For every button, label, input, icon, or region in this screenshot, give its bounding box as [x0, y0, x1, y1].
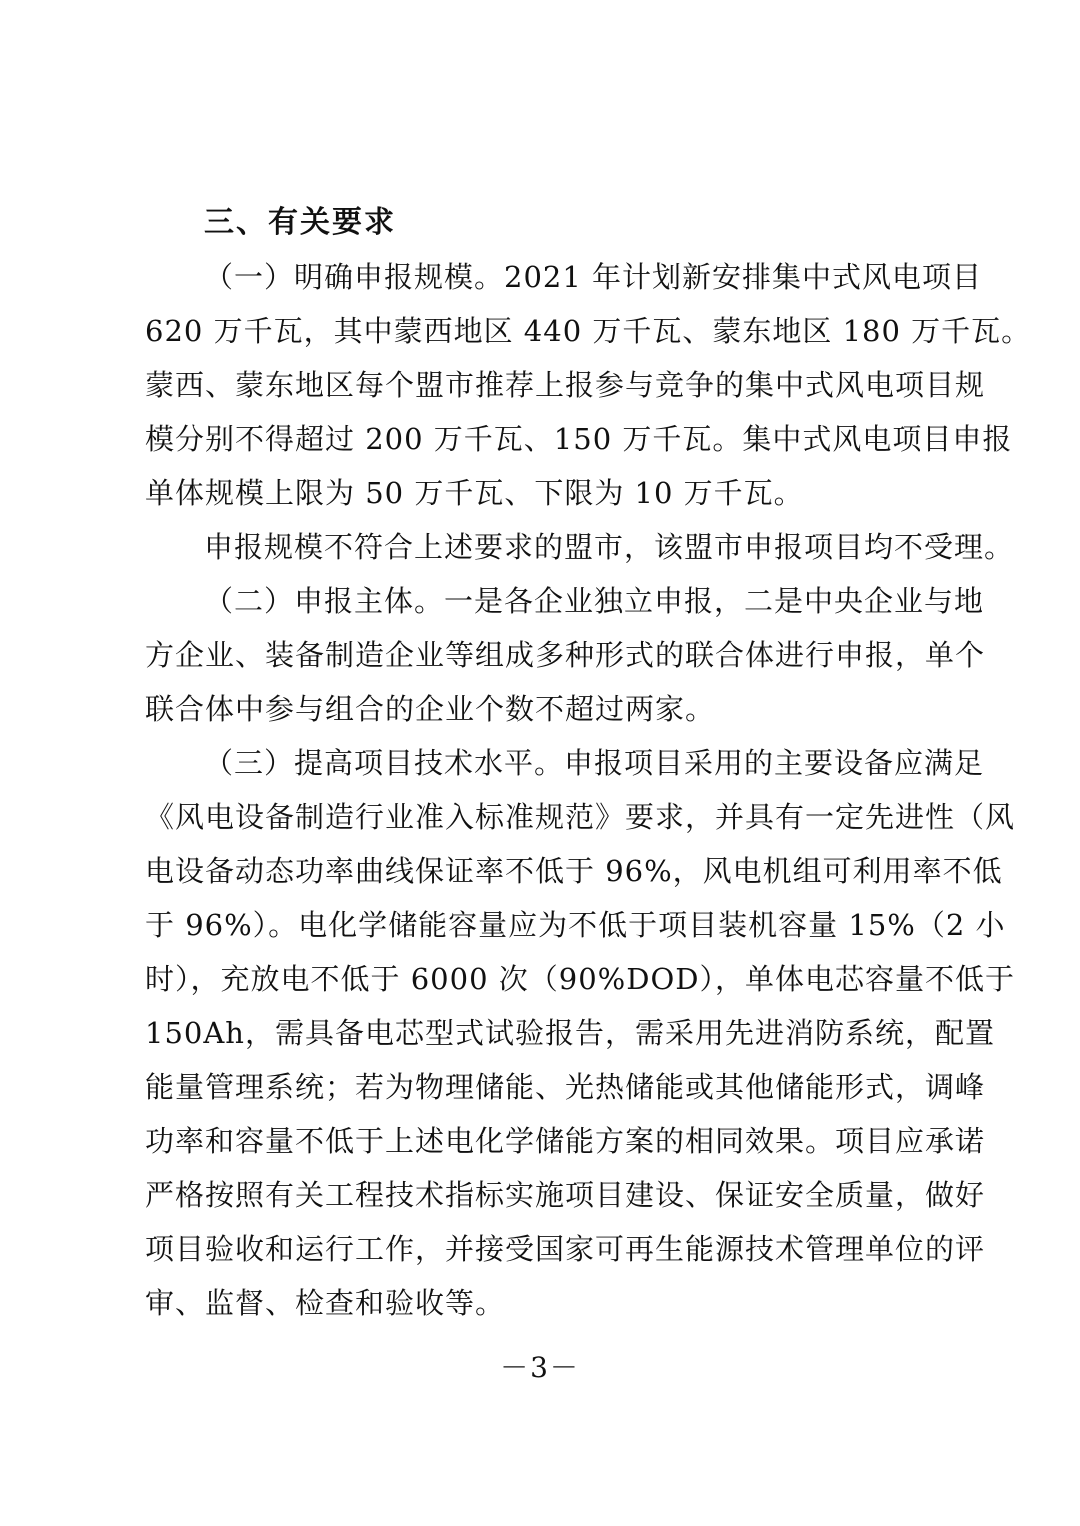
paragraph-4-line-11: 审、监督、检查和验收等。 [145, 1286, 506, 1320]
paragraph-4-line-7: 能量管理系统；若为物理储能、光热储能或其他储能形式，调峰 [145, 1070, 986, 1104]
paragraph-4-line-10: 项目验收和运行工作，并接受国家可再生能源技术管理单位的评 [145, 1232, 986, 1266]
paragraph-1-line-1: （一）明确申报规模。2021 年计划新安排集中式风电项目 [204, 260, 983, 294]
paragraph-4-line-1: （三）提高项目技术水平。申报项目采用的主要设备应满足 [204, 746, 985, 780]
page-number: －3－ [500, 1351, 580, 1384]
paragraph-3-line-2: 方企业、装备制造企业等组成多种形式的联合体进行申报，单个 [145, 638, 986, 672]
paragraph-4-line-3: 电设备动态功率曲线保证率不低于 96%，风电机组可利用率不低 [145, 854, 1003, 888]
paragraph-1-line-2: 620 万千瓦，其中蒙西地区 440 万千瓦、蒙东地区 180 万千瓦。 [145, 314, 1032, 348]
paragraph-2-line-1: 申报规模不符合上述要求的盟市，该盟市申报项目均不受理。 [204, 530, 1015, 564]
paragraph-4-line-4: 于 96%）。电化学储能容量应为不低于项目装机容量 15%（2 小 [145, 908, 1006, 942]
paragraph-1-line-4: 模分别不得超过 200 万千瓦、150 万千瓦。集中式风电项目申报 [145, 422, 1013, 456]
paragraph-4-line-2: 《风电设备制造行业准入标准规范》要求，并具有一定先进性（风 [145, 800, 1016, 834]
paragraph-1-line-5: 单体规模上限为 50 万千瓦、下限为 10 万千瓦。 [145, 476, 804, 510]
paragraph-3-line-3: 联合体中参与组合的企业个数不超过两家。 [145, 692, 716, 726]
paragraph-1-line-3: 蒙西、蒙东地区每个盟市推荐上报参与竞争的集中式风电项目规 [145, 368, 986, 402]
paragraph-4-line-6: 150Ah，需具备电芯型式试验报告，需采用先进消防系统，配置 [145, 1016, 995, 1050]
paragraph-4-line-9: 严格按照有关工程技术指标实施项目建设、保证安全质量，做好 [145, 1178, 986, 1212]
paragraph-3-line-1: （二）申报主体。一是各企业独立申报，二是中央企业与地 [204, 584, 985, 618]
section-heading: 三、有关要求 [204, 205, 396, 240]
paragraph-4-line-5: 时），充放电不低于 6000 次（90%DOD），单体电芯容量不低于 [145, 962, 1015, 996]
paragraph-4-line-8: 功率和容量不低于上述电化学储能方案的相同效果。项目应承诺 [145, 1124, 986, 1158]
